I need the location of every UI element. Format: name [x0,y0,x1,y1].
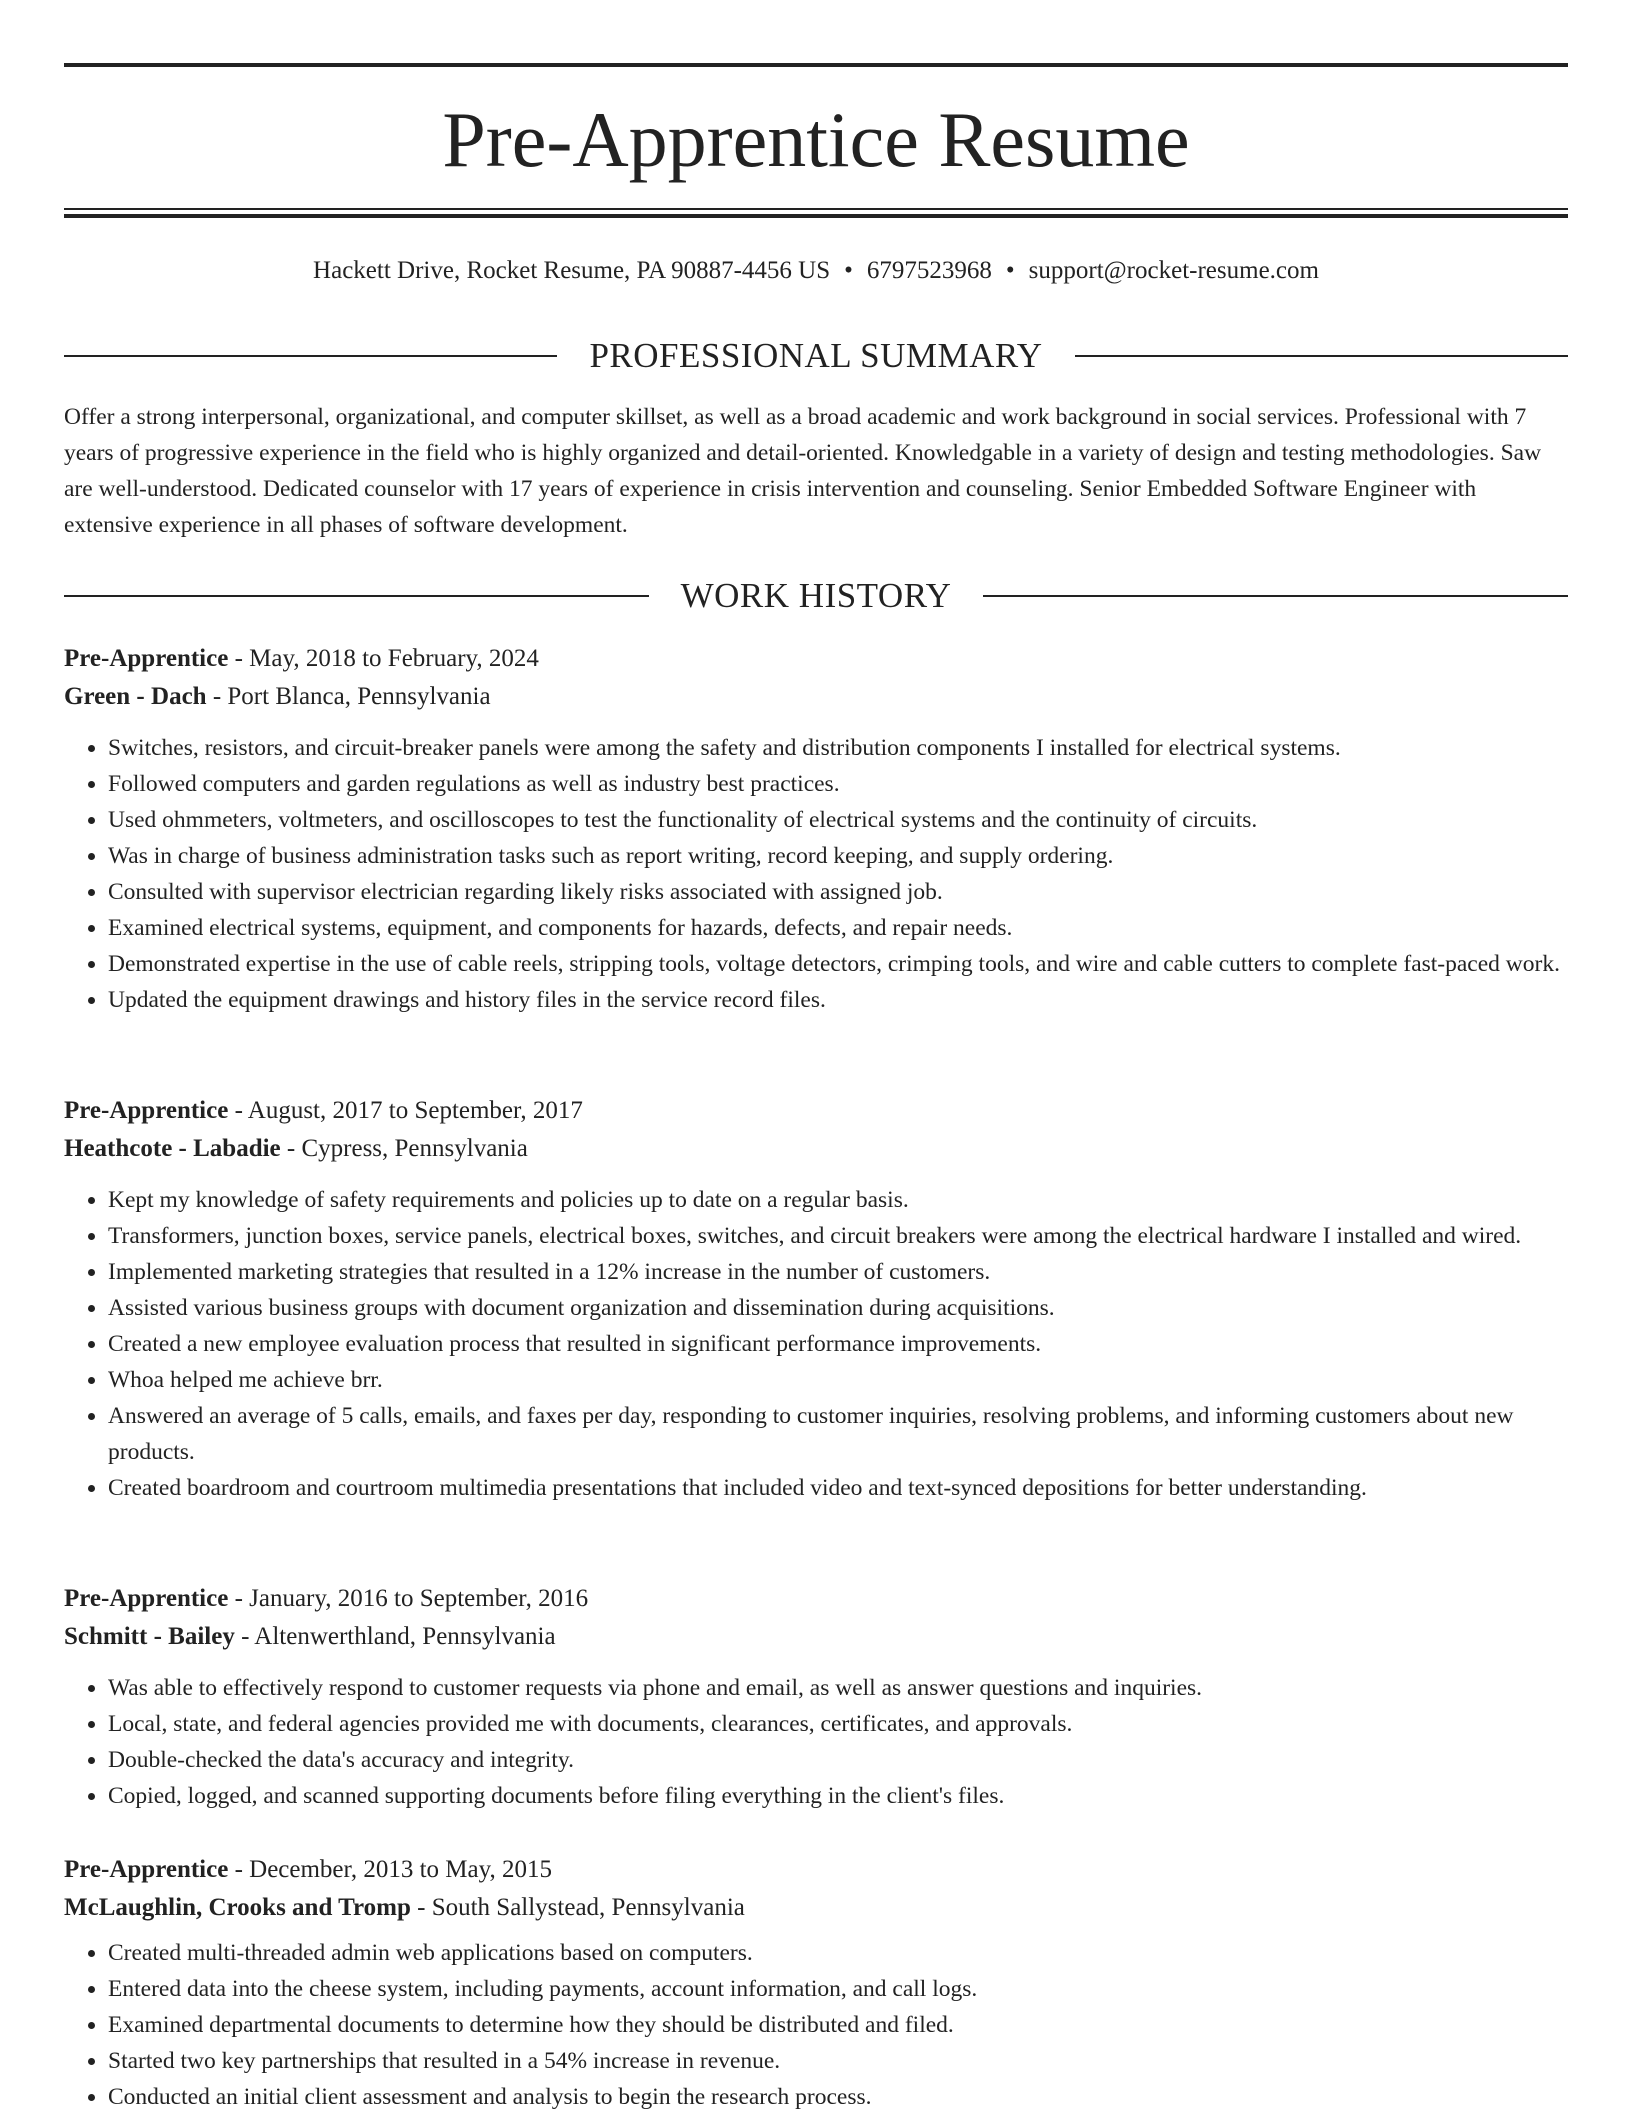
job-entry [64,1092,1568,1506]
contact-separator: • [1005,257,1015,284]
dash: - [228,1856,250,1883]
dash: - [234,1623,255,1650]
job-company: Green - Dach [64,683,207,710]
duty-item: • Created boardroom and courtroom multimedia presentations that included video and text-synced depositions for better understanding. [108,1470,1568,1506]
duty-item: • Copied, logged, and scanned supporting documents before filing everything in the client's files. [108,1778,1568,1814]
top-rule [64,63,1568,67]
job-title: Pre-Apprentice [64,1585,229,1612]
contact-address: Hackett Drive, Rocket Resume, PA 90887-4456 US [313,257,831,284]
duty-list [64,1182,1568,1506]
job-company-line [64,678,1568,716]
job-location: Cypress, Pennsylvania [301,1135,528,1162]
job-location: Altenwerthland, Pennsylvania [254,1623,556,1650]
job-title: Pre-Apprentice [64,645,229,672]
contact-phone: 6797523968 [866,257,992,284]
contact-email: support@rocket-resume.com [1028,257,1319,284]
job-dates: December, 2013 to May, 2015 [249,1856,552,1883]
job-title-line [64,1851,1568,1889]
job-company: Heathcote - Labadie [64,1135,281,1162]
job-entry [64,1580,1568,1814]
duty-item: • Updated the equipment drawings and history files in the service record files. [108,982,1568,1018]
dash: - [228,645,250,672]
job-entry [64,1851,1568,2115]
job-dates: May, 2018 to February, 2024 [249,645,539,672]
job-company: Schmitt - Bailey [64,1623,235,1650]
dash: - [206,683,228,710]
job-dates: August, 2017 to September, 2017 [247,1097,583,1124]
heading-rule-right [1075,355,1568,357]
contact-line [64,255,1568,287]
heading-rule-right [983,595,1568,597]
dash: - [228,1097,248,1124]
duty-item: • Answered an average of 5 calls, emails, and faxes per day, responding to customer inquiries, resolving problems, and informing customers about new products. [108,1398,1568,1470]
heading-rule-left [64,595,649,597]
duty-list [64,1670,1568,1814]
page-title: Pre-Apprentice Resume [442,96,1190,183]
duty-item: • Demonstrated expertise in the use of cable reels, stripping tools, voltage detectors, crimping tools, and wire and cable cutters to complete fast-paced work. [108,946,1568,982]
duty-item: • Implemented marketing strategies that resulted in a 12% increase in the number of customers. [108,1254,1568,1290]
duty-item: • Used ohmmeters, voltmeters, and oscilloscopes to test the functionality of electrical systems and the continuity of circuits. [108,802,1568,838]
duty-item: • Consulted with supervisor electrician regarding likely risks associated with assigned job. [108,874,1568,910]
dash: - [280,1135,302,1162]
duty-item: • Started two key partnerships that resulted in a 54% increase in revenue. [108,2043,1568,2079]
job-title: Pre-Apprentice [64,1097,229,1124]
title-double-rule [64,208,1568,218]
duty-item: • Entered data into the cheese system, including payments, account information, and call logs. [108,1971,1568,2007]
contact-separator: • [844,257,853,284]
duty-item: • Was able to effectively respond to customer requests via phone and email, as well as answer questions and inquiries. [108,1670,1568,1706]
summary-paragraph: Offer a strong interpersonal, organizational, and computer skillset, as well as a broad academic and work background in social services. Professional with 7 years of progressive experience in the field who is highly organized and detail-oriented. Knowledgable in a variety of design and testing methodologies. Saw are well-understood. Dedicated counselor with 17 years of experience in crisis intervention and counseling. Senior Embedded Software Engineer with extensive experience in all phases of software development. [64,404,1542,538]
job-company-line [64,1889,1568,1927]
duty-item: • Kept my knowledge of safety requirements and policies up to date on a regular basis. [108,1182,1568,1218]
duty-list [64,1935,1568,2115]
job-entry [64,640,1568,1018]
duty-item: • Local, state, and federal agencies provided me with documents, clearances, certificates, and approvals. [108,1706,1568,1742]
job-title-line [64,1092,1568,1130]
job-company-line [64,1130,1568,1168]
section-heading-label: PROFESSIONAL SUMMARY [589,336,1043,375]
job-company: McLaughlin, Crooks and Tromp [64,1894,411,1921]
job-title: Pre-Apprentice [64,1856,229,1883]
job-location: Port Blanca, Pennsylvania [227,683,491,710]
duty-item: • Assisted various business groups with document organization and dissemination during acquisitions. [108,1290,1568,1326]
heading-rule-left [64,355,557,357]
duty-item: • Followed computers and garden regulations as well as industry best practices. [108,766,1568,802]
job-dates: January, 2016 to September, 2016 [249,1585,589,1612]
duty-item: • Examined electrical systems, equipment, and components for hazards, defects, and repair needs. [108,910,1568,946]
dash: - [410,1894,432,1921]
duty-item: • Double-checked the data's accuracy and integrity. [108,1742,1568,1778]
duty-item: • Whoa helped me achieve brr. [108,1362,1568,1398]
section-heading-work-history [64,576,1568,616]
job-title-line [64,640,1568,678]
job-title-line [64,1580,1568,1618]
job-company-line [64,1618,1568,1656]
duty-item: • Conducted an initial client assessment and analysis to begin the research process. [108,2079,1568,2115]
duty-item: • Was in charge of business administration tasks such as report writing, record keeping, and supply ordering. [108,838,1568,874]
job-location: South Sallystead, Pennsylvania [431,1894,745,1921]
section-heading-summary [64,336,1568,376]
dash: - [228,1585,250,1612]
section-heading-label: WORK HISTORY [680,576,952,615]
duty-item: • Created a new employee evaluation process that resulted in significant performance improvements. [108,1326,1568,1362]
duty-item: • Switches, resistors, and circuit-breaker panels were among the safety and distribution components I installed for electrical systems. [108,730,1568,766]
duty-item: • Examined departmental documents to determine how they should be distributed and filed. [108,2007,1568,2043]
duty-item: • Created multi-threaded admin web applications based on computers. [108,1935,1568,1971]
duty-item: • Transformers, junction boxes, service panels, electrical boxes, switches, and circuit breakers were among the electrical hardware I installed and wired. [108,1218,1568,1254]
duty-list [64,730,1568,1018]
